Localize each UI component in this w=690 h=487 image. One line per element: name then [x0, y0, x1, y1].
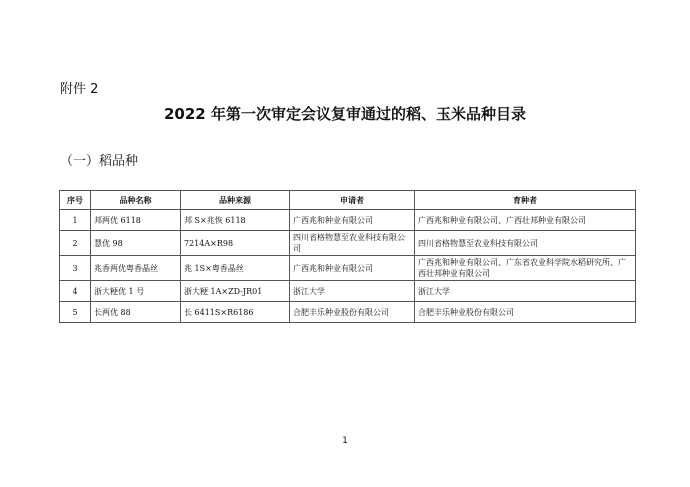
- cell-variety-name: 邦两优 6118: [91, 210, 181, 231]
- cell-index: 2: [60, 231, 91, 256]
- cell-variety-name: 浙大粳优 1 号: [91, 281, 181, 302]
- table-row: [60, 231, 636, 256]
- table-row: [60, 210, 636, 231]
- cell-breeder: 广西兆和种业有限公司、广东省农业科学院水稻研究所、广西壮邦种业有限公司: [415, 256, 636, 281]
- cell-applicant: 浙江大学: [290, 281, 415, 302]
- cell-variety-source: 7214A×R98: [181, 231, 290, 256]
- document-title: 2022 年第一次审定会议复审通过的稻、玉米品种目录: [164, 105, 526, 123]
- cell-variety-source: 兆 1S×粤香晶丝: [181, 256, 290, 281]
- rice-variety-table: [59, 190, 636, 323]
- table-row: [60, 256, 636, 281]
- cell-variety-source: 浙大粳 1A×ZD-JR01: [181, 281, 290, 302]
- attachment-label: 附件 2: [60, 82, 99, 97]
- page-number: 1: [342, 436, 348, 446]
- cell-applicant: 广西兆和种业有限公司: [290, 256, 415, 281]
- table-row: [60, 281, 636, 302]
- cell-variety-name: 慧优 98: [91, 231, 181, 256]
- cell-index: 1: [60, 210, 91, 231]
- cell-breeder: 广西兆和种业有限公司、广西壮邦种业有限公司: [415, 210, 636, 231]
- cell-applicant: 合肥丰乐种业股份有限公司: [290, 302, 415, 323]
- table-header-row: [60, 191, 636, 210]
- cell-applicant: 四川省格物慧至农业科技有限公司: [290, 231, 415, 256]
- cell-variety-name: 兆香两优粤香晶丝: [91, 256, 181, 281]
- header-index: 序号: [60, 191, 91, 210]
- cell-breeder: 合肥丰乐种业股份有限公司: [415, 302, 636, 323]
- section-heading: （一）稻品种: [60, 154, 139, 169]
- cell-breeder: 浙江大学: [415, 281, 636, 302]
- cell-index: 4: [60, 281, 91, 302]
- table-row: [60, 302, 636, 323]
- cell-variety-source: 长 6411S×R6186: [181, 302, 290, 323]
- header-variety-name: 品种名称: [91, 191, 181, 210]
- header-variety-source: 品种来源: [181, 191, 290, 210]
- cell-variety-source: 邦 S×兆恢 6118: [181, 210, 290, 231]
- cell-index: 3: [60, 256, 91, 281]
- cell-breeder: 四川省格物慧至农业科技有限公司: [415, 231, 636, 256]
- cell-variety-name: 长两优 88: [91, 302, 181, 323]
- header-breeder: 育种者: [415, 191, 636, 210]
- cell-applicant: 广西兆和种业有限公司: [290, 210, 415, 231]
- header-applicant: 申请者: [290, 191, 415, 210]
- cell-index: 5: [60, 302, 91, 323]
